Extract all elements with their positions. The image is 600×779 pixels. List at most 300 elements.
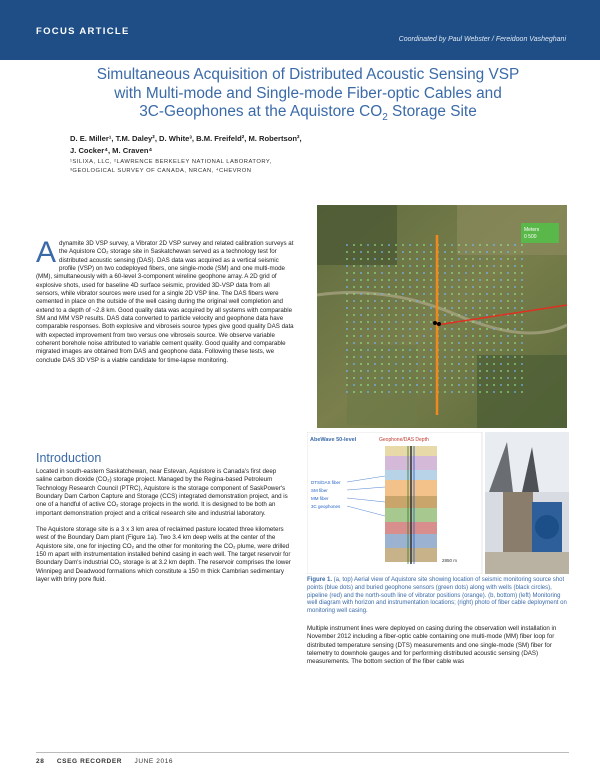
shot-point [472, 384, 474, 386]
shot-point [416, 279, 418, 281]
shot-point [360, 349, 362, 351]
shot-point [423, 335, 425, 337]
title-line-3: 3C-Geophones at the Aquistore $CO_2$ Storage Site [139, 103, 477, 124]
shot-point [486, 314, 488, 316]
shot-point [402, 377, 404, 379]
shot-point [486, 293, 488, 295]
shot-point [521, 244, 523, 246]
shot-point [353, 328, 355, 330]
shot-point [402, 244, 404, 246]
shot-point [409, 314, 411, 316]
shot-point [472, 300, 474, 302]
shot-point [465, 293, 467, 295]
shot-point [507, 293, 509, 295]
shot-point [486, 300, 488, 302]
shot-point [493, 356, 495, 358]
shot-point [444, 314, 446, 316]
shot-point [465, 314, 467, 316]
shot-point [472, 251, 474, 253]
shot-point [402, 265, 404, 267]
shot-point [346, 279, 348, 281]
shot-point [444, 342, 446, 344]
shot-point [486, 391, 488, 393]
shot-point [381, 272, 383, 274]
shot-point [430, 328, 432, 330]
well-diagram-figure [307, 432, 569, 574]
legend-title: Geophone/DAS Depth [379, 437, 429, 443]
title-line-2: with Multi-mode and Single-mode Fiber-optic Cables and [114, 84, 502, 102]
shot-point [388, 265, 390, 267]
shot-point [514, 314, 516, 316]
shot-point [409, 300, 411, 302]
shot-point [514, 265, 516, 267]
shot-point [346, 251, 348, 253]
shot-point [367, 244, 369, 246]
depth-label: 2850 m [442, 558, 458, 563]
shot-point [444, 370, 446, 372]
shot-point [360, 377, 362, 379]
shot-point [402, 356, 404, 358]
shot-point [367, 314, 369, 316]
shot-point [353, 356, 355, 358]
shot-point [500, 279, 502, 281]
shot-point [451, 335, 453, 337]
shot-point [514, 272, 516, 274]
intro-paragraph-2: The Aquistore storage site is a 3 x 3 km area of reclaimed pasture located three kilometers west of the Boundary Dam plant (Figure 1a). Two 3.4 km deep wells at the center of the Aquistore site, one for injecting CO₂ and the other for monitoring the CO₂ plume, were drilled 150 m apart with instrumentation installed behind casing in each well. The target reservoir for Boundary Dam's industrial CO₂ storage is at 3.2 km depth. The reservoir comprises the lower Winnipeg and Deadwood formations which constitute a 150 m thick Cambrian sedimentary layer with briny pore fluid. [36, 526, 291, 584]
shot-point [374, 349, 376, 351]
coordinator-credit: Coordinated by Paul Webster / Fereidoon Vasheghani [398, 36, 566, 43]
shot-point [521, 335, 523, 337]
shot-point [451, 342, 453, 344]
shot-point [416, 251, 418, 253]
shot-point [521, 356, 523, 358]
shot-point [374, 356, 376, 358]
shot-point [472, 377, 474, 379]
shot-point [507, 363, 509, 365]
shot-point [479, 342, 481, 344]
shot-point [458, 244, 460, 246]
shot-point [479, 335, 481, 337]
shot-point [514, 307, 516, 309]
shot-point [367, 384, 369, 386]
shot-point [409, 377, 411, 379]
shot-point [395, 251, 397, 253]
shot-point [521, 286, 523, 288]
shot-point [507, 349, 509, 351]
shot-point [381, 384, 383, 386]
shot-point [486, 356, 488, 358]
shot-point [458, 328, 460, 330]
intro-body [36, 468, 294, 592]
shot-point [493, 279, 495, 281]
shot-point [395, 300, 397, 302]
shot-point [479, 251, 481, 253]
shot-point [416, 391, 418, 393]
shot-point [346, 391, 348, 393]
shot-point [395, 265, 397, 267]
mm-label: MM fiber [311, 496, 329, 501]
shot-point [458, 335, 460, 337]
shot-point [388, 272, 390, 274]
shot-point [451, 377, 453, 379]
shot-point [493, 321, 495, 323]
shot-point [458, 349, 460, 351]
shot-point [416, 286, 418, 288]
shot-point [374, 286, 376, 288]
shot-point [465, 391, 467, 393]
shot-point [521, 363, 523, 365]
shot-point [360, 300, 362, 302]
shot-point [444, 328, 446, 330]
right-column-body: Multiple instrument lines were deployed on casing during the observation well installation in November 2012 including a fiber-optic cable containing one multi-mode (MM) fiber loop for distributed temperature sensing (DTS) measurements and one single-mode (SM) fiber for telemetry to downhole gauges and for performing distributed acoustic sensing (DAS) measurements. The bottom section of the fiber cable was [307, 625, 557, 666]
shot-point [409, 251, 411, 253]
shot-point [395, 384, 397, 386]
shot-point [500, 363, 502, 365]
shot-point [479, 370, 481, 372]
shot-point [381, 377, 383, 379]
shot-point [416, 356, 418, 358]
shot-point [395, 377, 397, 379]
shot-point [514, 363, 516, 365]
shot-point [402, 342, 404, 344]
shot-point [479, 279, 481, 281]
shot-point [507, 321, 509, 323]
shot-point [374, 384, 376, 386]
shot-point [381, 391, 383, 393]
shot-point [486, 363, 488, 365]
shot-point [479, 377, 481, 379]
shot-point [402, 300, 404, 302]
shot-point [458, 286, 460, 288]
shot-point [353, 272, 355, 274]
shot-point [486, 279, 488, 281]
shot-point [514, 286, 516, 288]
shot-point [472, 272, 474, 274]
shot-point [360, 293, 362, 295]
well-photo [485, 432, 569, 574]
map-scale-value: 0 500 [524, 234, 537, 240]
shot-point [395, 342, 397, 344]
shot-point [388, 363, 390, 365]
shot-point [458, 300, 460, 302]
abstract [36, 236, 294, 365]
shot-point [360, 384, 362, 386]
shot-point [409, 272, 411, 274]
shot-point [507, 244, 509, 246]
shot-point [479, 265, 481, 267]
shot-point [360, 363, 362, 365]
shot-point [360, 307, 362, 309]
shot-point [444, 321, 446, 323]
shot-point [374, 293, 376, 295]
shot-point [416, 342, 418, 344]
shot-point [507, 265, 509, 267]
shot-point [381, 265, 383, 267]
shot-point [458, 377, 460, 379]
shot-point [465, 300, 467, 302]
shot-point [479, 272, 481, 274]
shot-point [346, 321, 348, 323]
shot-point [514, 258, 516, 260]
shot-point [430, 244, 432, 246]
shot-point [381, 244, 383, 246]
shot-point [451, 349, 453, 351]
shot-point [479, 328, 481, 330]
shot-point [409, 356, 411, 358]
shot-point [465, 328, 467, 330]
shot-point [465, 349, 467, 351]
shot-point [402, 349, 404, 351]
shot-point [374, 321, 376, 323]
shot-point [472, 314, 474, 316]
shot-point [514, 370, 516, 372]
shot-point [444, 272, 446, 274]
shot-point [402, 272, 404, 274]
shot-point [444, 377, 446, 379]
shot-point [353, 349, 355, 351]
shot-point [465, 265, 467, 267]
shot-point [416, 363, 418, 365]
shot-point [500, 377, 502, 379]
shot-point [430, 300, 432, 302]
shot-point [486, 335, 488, 337]
shot-point [381, 314, 383, 316]
shot-point [521, 265, 523, 267]
shot-point [486, 286, 488, 288]
shot-point [486, 258, 488, 260]
shot-point [402, 251, 404, 253]
shot-point [346, 349, 348, 351]
shot-point [346, 300, 348, 302]
shot-point [381, 258, 383, 260]
shot-point [486, 342, 488, 344]
shot-point [367, 328, 369, 330]
shot-point [367, 279, 369, 281]
shot-point [500, 272, 502, 274]
shot-point [409, 363, 411, 365]
shot-point [402, 314, 404, 316]
intro-heading: Introduction [36, 451, 102, 465]
shot-point [367, 258, 369, 260]
shot-point [472, 391, 474, 393]
shot-point [458, 384, 460, 386]
shot-point [416, 307, 418, 309]
shot-point [374, 370, 376, 372]
shot-point [458, 356, 460, 358]
shot-point [409, 307, 411, 309]
shot-point [458, 342, 460, 344]
shot-point [374, 363, 376, 365]
shot-point [444, 244, 446, 246]
shot-point [507, 370, 509, 372]
shot-point [514, 384, 516, 386]
shot-point [444, 293, 446, 295]
shot-point [416, 377, 418, 379]
geophone-label: 3C geophones [311, 504, 341, 509]
shot-point [374, 328, 376, 330]
shot-point [430, 377, 432, 379]
shot-point [472, 335, 474, 337]
shot-point [521, 314, 523, 316]
shot-point [423, 244, 425, 246]
shot-point [423, 384, 425, 386]
shot-point [409, 391, 411, 393]
shot-point [486, 251, 488, 253]
shot-point [430, 314, 432, 316]
shot-point [360, 272, 362, 274]
shot-point [521, 377, 523, 379]
shot-point [402, 370, 404, 372]
shot-point [507, 328, 509, 330]
shot-point [409, 384, 411, 386]
shot-point [444, 258, 446, 260]
shot-point [388, 293, 390, 295]
shot-point [416, 300, 418, 302]
shot-point [465, 307, 467, 309]
well-marker [437, 322, 441, 326]
shot-point [416, 272, 418, 274]
shot-point [472, 307, 474, 309]
shot-point [367, 342, 369, 344]
shot-point [423, 328, 425, 330]
shot-point [507, 258, 509, 260]
shot-point [500, 286, 502, 288]
shot-point [521, 349, 523, 351]
shot-point [388, 356, 390, 358]
shot-point [521, 279, 523, 281]
shot-point [423, 293, 425, 295]
shot-point [465, 342, 467, 344]
shot-point [409, 293, 411, 295]
shot-point [423, 265, 425, 267]
figure-caption [307, 577, 569, 616]
shot-point [423, 251, 425, 253]
shot-point [444, 251, 446, 253]
shot-point [430, 286, 432, 288]
shot-point [395, 293, 397, 295]
shot-point [346, 363, 348, 365]
shot-point [493, 363, 495, 365]
shot-point [465, 363, 467, 365]
shot-point [374, 314, 376, 316]
shot-point [367, 321, 369, 323]
shot-point [493, 244, 495, 246]
shot-point [500, 307, 502, 309]
shot-point [423, 342, 425, 344]
shot-point [458, 293, 460, 295]
shot-point [353, 335, 355, 337]
shot-point [472, 258, 474, 260]
shot-point [451, 258, 453, 260]
shot-point [500, 244, 502, 246]
shot-point [507, 279, 509, 281]
shot-point [388, 307, 390, 309]
shot-point [521, 293, 523, 295]
shot-point [346, 307, 348, 309]
shot-point [493, 286, 495, 288]
shot-point [493, 370, 495, 372]
shot-point [507, 300, 509, 302]
shot-point [451, 244, 453, 246]
shot-point [367, 272, 369, 274]
shot-point [374, 258, 376, 260]
shot-point [430, 370, 432, 372]
shot-point [430, 307, 432, 309]
shot-point [381, 251, 383, 253]
shot-point [388, 384, 390, 386]
shot-point [493, 391, 495, 393]
shot-point [493, 272, 495, 274]
shot-point [444, 265, 446, 267]
shot-point [367, 286, 369, 288]
shot-point [409, 342, 411, 344]
shot-point [465, 384, 467, 386]
shot-point [416, 321, 418, 323]
shot-point [444, 286, 446, 288]
shot-point [500, 384, 502, 386]
shot-point [367, 293, 369, 295]
shot-point [353, 279, 355, 281]
map-scale-label: Meters [524, 227, 540, 233]
shot-point [472, 279, 474, 281]
author-list: D. E. Miller¹, T.M. Daley², D. White³, B.M. Freifeld², M. Robertson², J. Cocker⁴, M. Craven⁴ [70, 134, 302, 155]
shot-point [416, 265, 418, 267]
shot-point [500, 356, 502, 358]
shot-point [360, 356, 362, 358]
shot-point [374, 251, 376, 253]
shot-point [493, 342, 495, 344]
shot-point [514, 300, 516, 302]
page-number: 28 [36, 758, 45, 765]
shot-point [430, 356, 432, 358]
shot-point [500, 335, 502, 337]
shot-point [423, 300, 425, 302]
shot-point [402, 307, 404, 309]
well-marker [433, 321, 437, 325]
shot-point [444, 391, 446, 393]
shot-point [402, 279, 404, 281]
shot-point [374, 377, 376, 379]
shot-point [514, 293, 516, 295]
shot-point [395, 391, 397, 393]
shot-point [472, 286, 474, 288]
shot-point [423, 286, 425, 288]
footer-rule [36, 752, 569, 753]
shot-point [416, 384, 418, 386]
shot-point [381, 286, 383, 288]
shot-point [388, 377, 390, 379]
shot-point [500, 391, 502, 393]
shot-point [367, 300, 369, 302]
shot-point [346, 293, 348, 295]
shot-point [479, 356, 481, 358]
shot-point [409, 349, 411, 351]
shot-point [451, 251, 453, 253]
shot-point [486, 349, 488, 351]
shot-point [423, 314, 425, 316]
shot-point [360, 391, 362, 393]
shot-point [381, 356, 383, 358]
shot-point [479, 314, 481, 316]
shot-point [353, 314, 355, 316]
shot-point [451, 293, 453, 295]
title-line-1: Simultaneous Acquisition of Distributed Acoustic Sensing VSP [96, 66, 520, 83]
shot-point [472, 342, 474, 344]
shot-point [521, 300, 523, 302]
shot-point [374, 391, 376, 393]
shot-point [465, 244, 467, 246]
shot-point [423, 258, 425, 260]
